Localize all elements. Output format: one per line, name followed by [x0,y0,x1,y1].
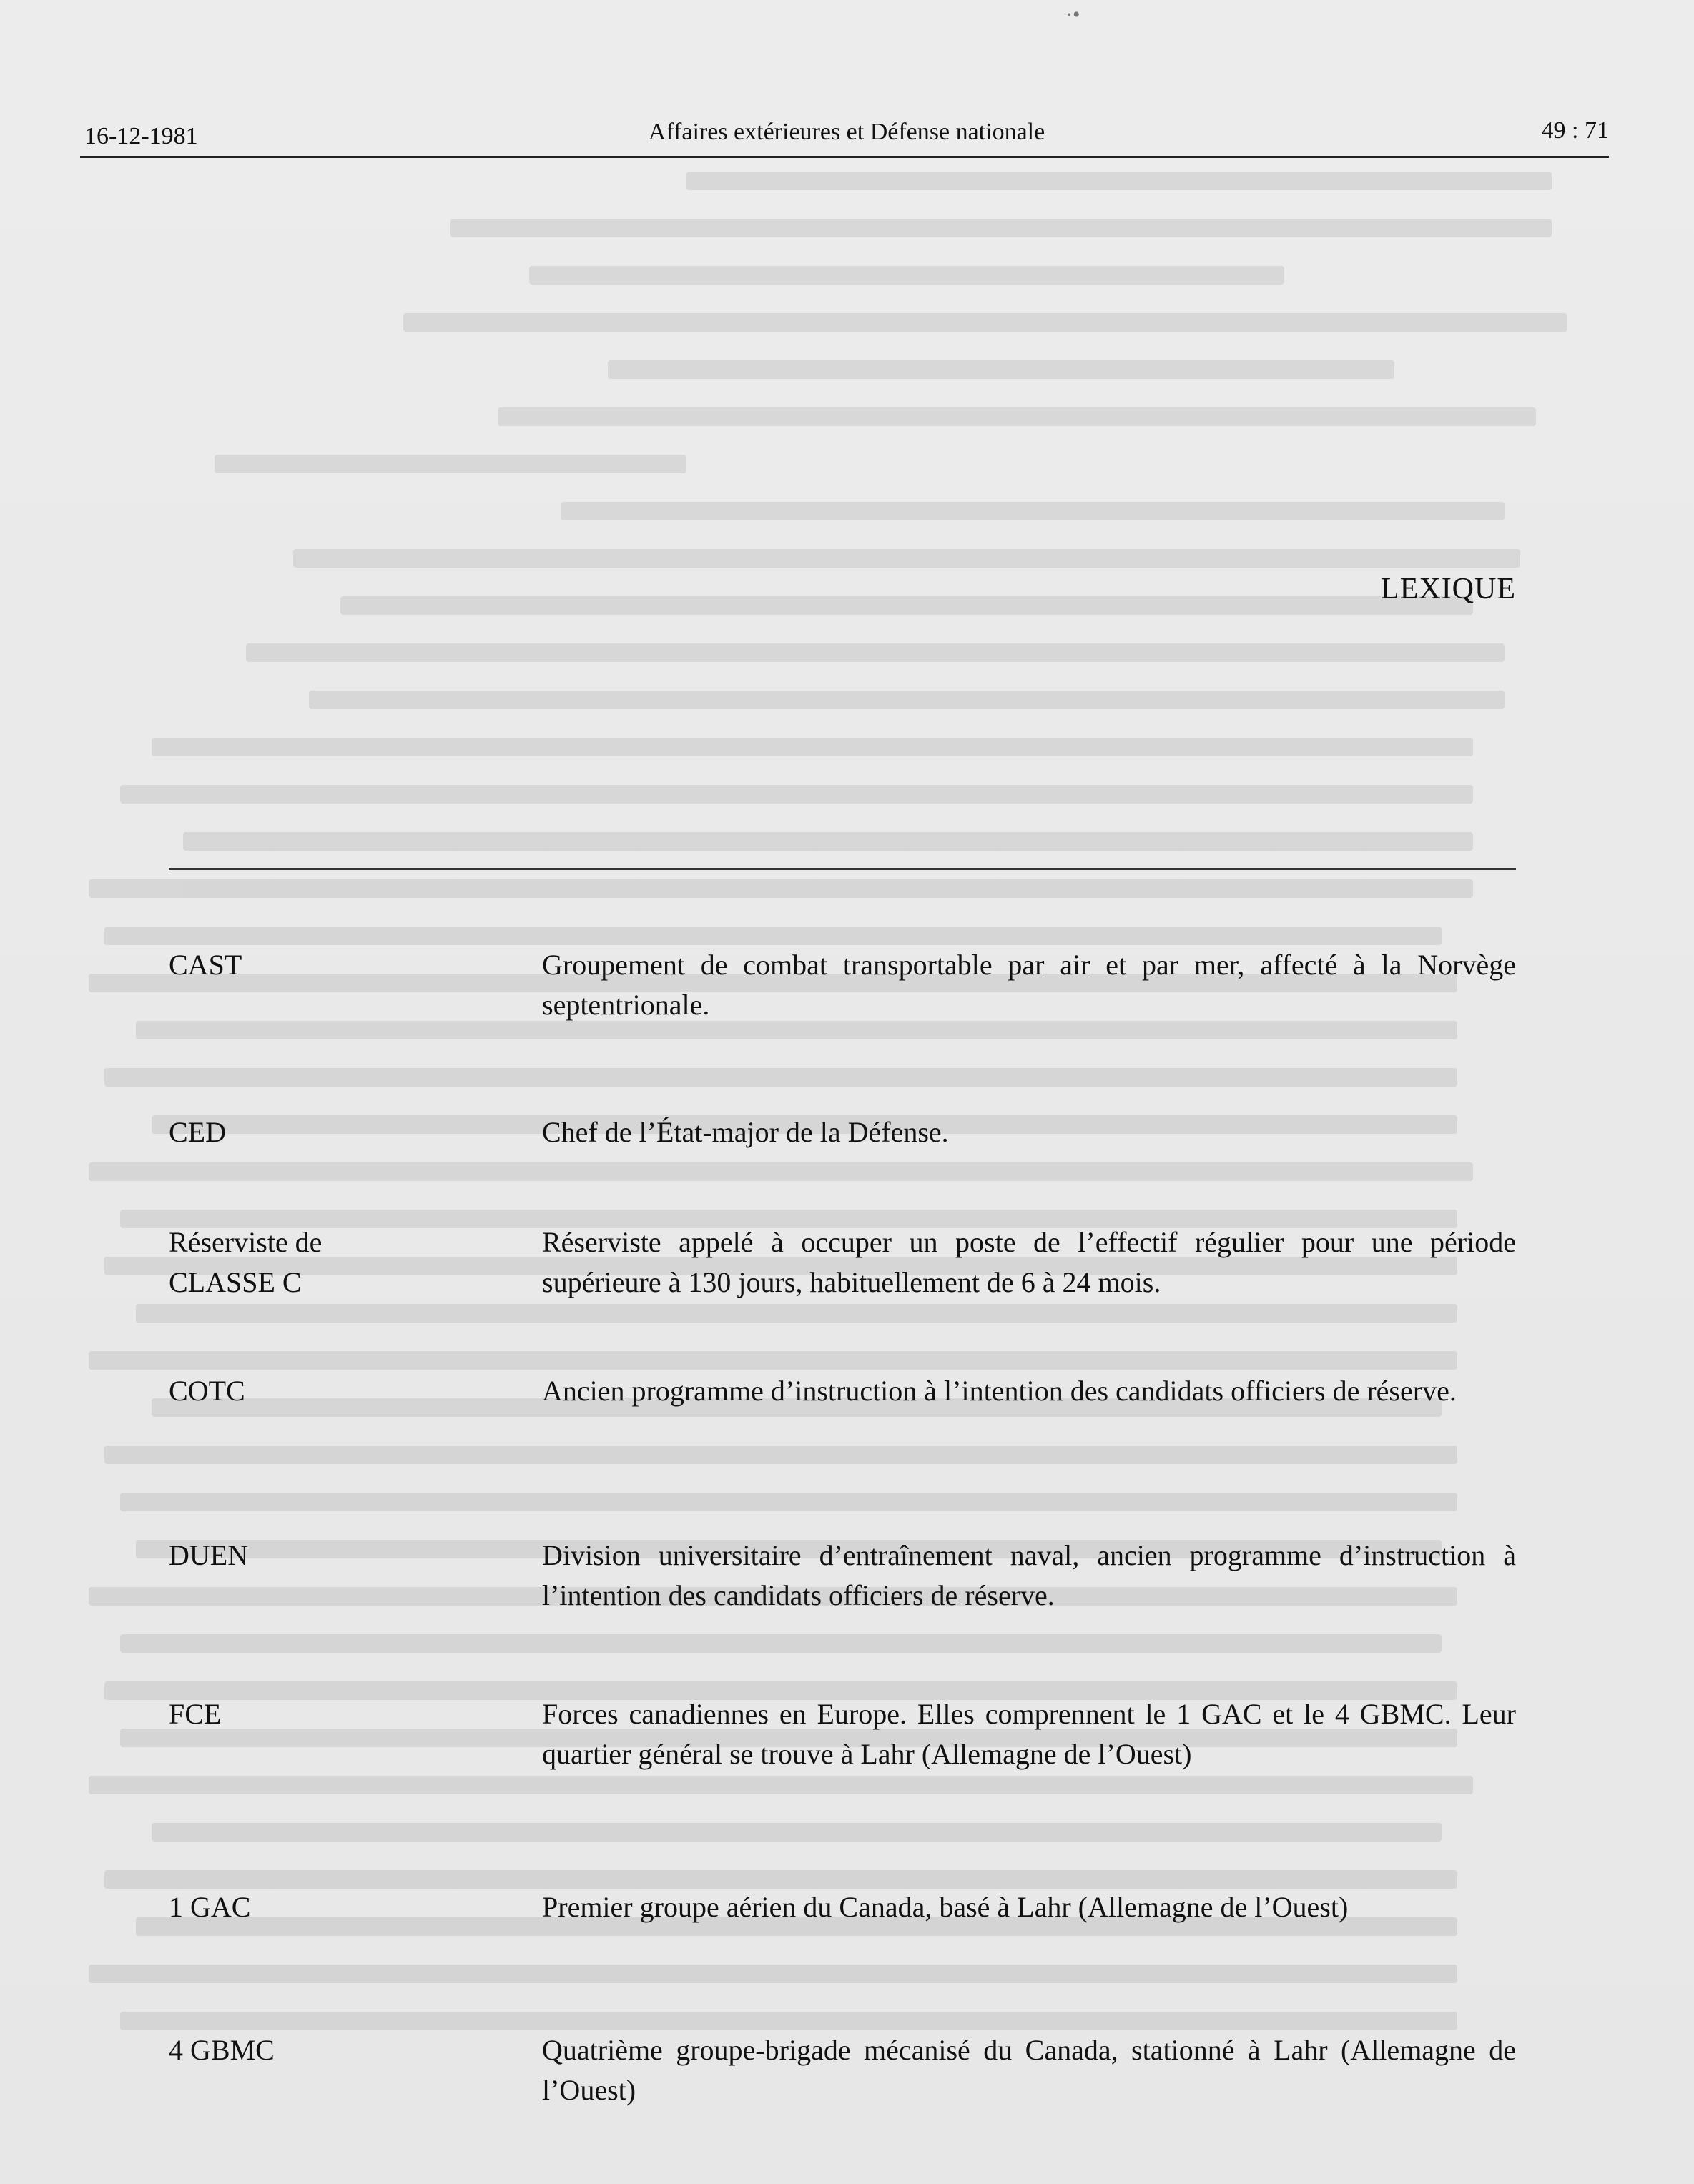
glossary-definition: Premier groupe aérien du Canada, basé à Lahr (Allemagne de l’Ouest) [542,1891,1349,1923]
glossary-term: DUEN [169,1539,249,1571]
glossary-term: 1 GAC [169,1891,251,1923]
glossary-definition: Chef de l’État-major de la Défense. [542,1116,949,1148]
glossary-term: FCE [169,1698,222,1730]
header-date: 16-12-1981 [84,123,198,149]
section-divider [169,868,1516,870]
section-title: LEXIQUE [1381,573,1516,606]
scan-mark: ·• [1065,3,1080,26]
glossary-term: 4 GBMC [169,2034,275,2066]
header-page-number: 49 : 71 [1541,117,1609,144]
glossary-term: CAST [169,949,242,981]
glossary-definition: Groupement de combat transportable par air et par mer, affecté à la Norvège septentrionale. [542,949,1516,1021]
glossary-term: COTC [169,1375,245,1407]
glossary-term: Réserviste de CLASSE C [169,1226,322,1298]
glossary-term: CED [169,1116,226,1148]
header-title: Affaires extérieures et Défense nationale [648,119,1045,145]
bleed-through-background [57,172,1630,2173]
glossary-definition: Forces canadiennes en Europe. Elles comprennent le 1 GAC et le 4 GBMC. Leur quartier général se trouve à Lahr (Allemagne de l’Ouest) [542,1698,1516,1770]
glossary-definition: Réserviste appelé à occuper un poste de l’effectif régulier pour une période supérieure à 130 jours, habituellement de 6 à 24 mois. [542,1226,1516,1298]
page-header [84,114,1609,157]
glossary-definition: Division universitaire d’entraînement naval, ancien programme d’instruction à l’intention des candidats officiers de réserve. [542,1539,1516,1611]
glossary-definition: Quatrième groupe-brigade mécanisé du Canada, stationné à Lahr (Allemagne de l’Ouest) [542,2034,1516,2106]
header-divider [80,156,1609,158]
glossary-definition: Ancien programme d’instruction à l’intention des candidats officiers de réserve. [542,1375,1457,1407]
